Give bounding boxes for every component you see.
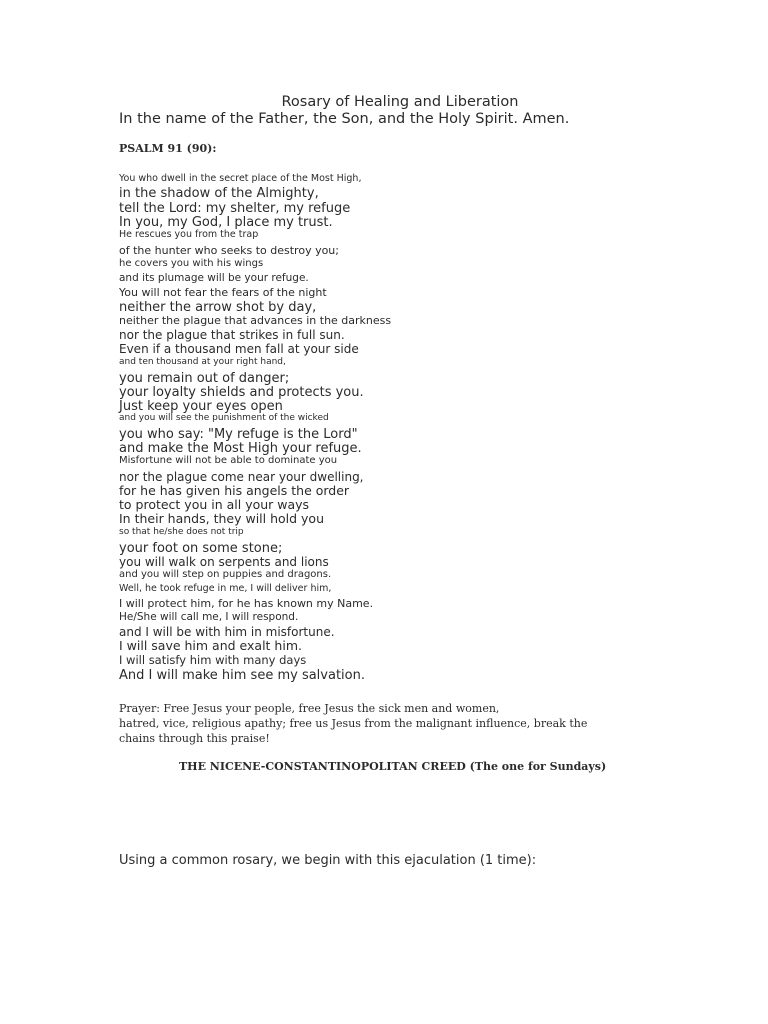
psalm-line: of the hunter who seeks to destroy you; — [119, 244, 339, 257]
psalm-line: You will not fear the fears of the night — [119, 286, 327, 299]
opening-invocation: In the name of the Father, the Son, and the Holy Spirit. Amen. — [119, 111, 570, 127]
psalm-line: nor the plague come near your dwelling, — [119, 470, 364, 484]
psalm-line: In their hands, they will hold you — [119, 511, 324, 526]
psalm-line: and you will see the punishment of the wicked — [119, 413, 329, 423]
psalm-line: neither the plague that advances in the darkness — [119, 314, 392, 327]
psalm-line: I will protect him, for he has known my Name. — [119, 597, 374, 610]
psalm-line: you remain out of danger; — [119, 371, 290, 386]
psalm-line: you will walk on serpents and lions — [119, 555, 329, 569]
psalm-line: so that he/she does not trip — [119, 527, 244, 537]
prayer-paragraph — [119, 701, 588, 746]
psalm-line: your loyalty shields and protects you. — [119, 385, 364, 400]
psalm-line: You who dwell in the secret place of the Most High, — [119, 173, 362, 184]
psalm-line: and make the Most High your refuge. — [119, 441, 362, 456]
psalm-line: your foot on some stone; — [119, 541, 283, 556]
psalm-line: for he has given his angels the order — [119, 483, 350, 498]
psalm-line: I will save him and exalt him. — [119, 638, 302, 653]
psalm-heading: PSALM 91 (90): — [119, 142, 217, 155]
psalm-line: neither the arrow shot by day, — [119, 300, 317, 315]
psalm-line: And I will make him see my salvation. — [119, 668, 365, 683]
psalm-line: I will satisfy him with many days — [119, 653, 307, 667]
psalm-line: and I will be with him in misfortune. — [119, 625, 335, 639]
psalm-line: he covers you with his wings — [119, 258, 264, 269]
prayer-line: Prayer: Free Jesus your people, free Jesus the sick men and women, — [119, 702, 500, 715]
psalm-line: He rescues you from the trap — [119, 229, 259, 240]
psalm-line: Even if a thousand men fall at your side — [119, 342, 359, 356]
psalm-line: Misfortune will not be able to dominate you — [119, 455, 338, 466]
psalm-line: in the shadow of the Almighty, — [119, 186, 319, 201]
psalm-line: you who say: "My refuge is the Lord" — [119, 427, 358, 442]
psalm-line: In you, my God, I place my trust. — [119, 215, 333, 230]
creed-heading: THE NICENE-CONSTANTINOPOLITAN CREED (The one for Sundays) — [179, 760, 607, 773]
psalm-line: and ten thousand at your right hand, — [119, 357, 286, 367]
psalm-line: and you will step on puppies and dragons. — [119, 569, 332, 580]
psalm-line: He/She will call me, I will respond. — [119, 611, 299, 623]
psalm-line: and its plumage will be your refuge. — [119, 272, 309, 284]
document-title: Rosary of Healing and Liberation — [281, 94, 519, 110]
prayer-line: chains through this praise! — [119, 732, 270, 745]
prayer-line: hatred, vice, religious apathy; free us Jesus from the malignant influence, break the — [119, 717, 588, 730]
psalm-line: Just keep your eyes open — [119, 399, 283, 414]
rosary-intro: Using a common rosary, we begin with this ejaculation (1 time): — [119, 853, 537, 868]
psalm-line: nor the plague that strikes in full sun. — [119, 328, 345, 342]
psalm-line: tell the Lord: my shelter, my refuge — [119, 201, 351, 216]
psalm-line: Well, he took refuge in me, I will deliver him, — [119, 583, 332, 594]
psalm-line: to protect you in all your ways — [119, 497, 310, 512]
